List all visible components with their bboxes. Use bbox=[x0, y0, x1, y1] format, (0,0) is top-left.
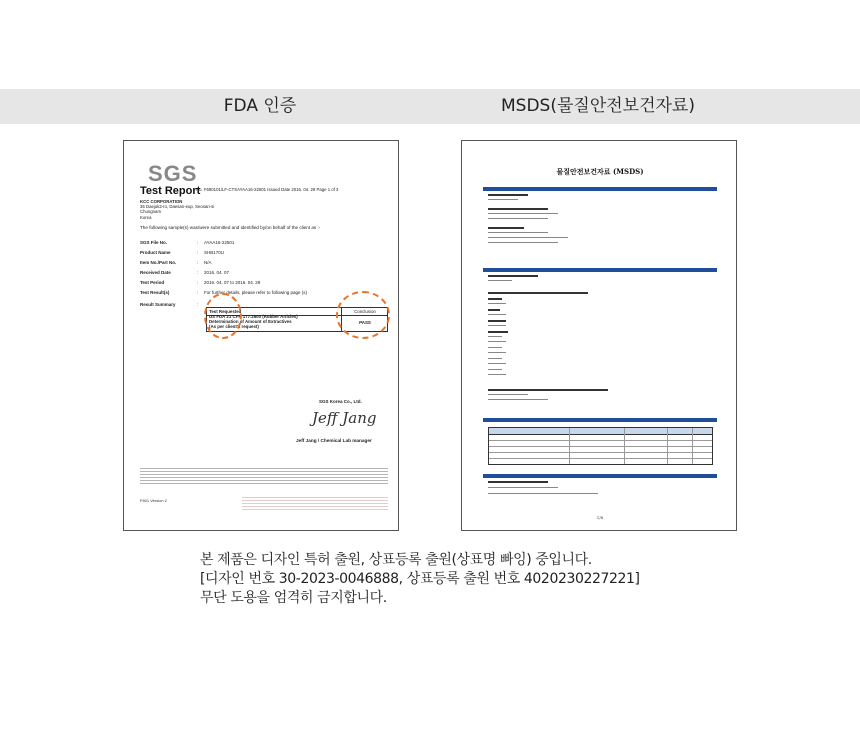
signer-name: Jeff Jang / Chemical Lab manager bbox=[296, 438, 372, 443]
field-value: N/A bbox=[204, 260, 212, 265]
sgs-logo: SGS bbox=[148, 161, 198, 186]
field-key: Item No./Part No. bbox=[140, 260, 177, 265]
notice-line: [디자인 번호 30-2023-0046888, 상표등록 출원 번호 4020230227221] bbox=[200, 571, 640, 587]
version-footer: F601 Version 2 bbox=[140, 498, 167, 503]
signature: Jeff Jang bbox=[312, 409, 377, 427]
composition-table bbox=[488, 427, 713, 465]
report-number: No. F690101/LF-CTSAYAA16-22601 Issued Date 2016. 04. 29 Page 1 of 3 bbox=[196, 187, 339, 192]
field-value: For further details, please refer to following page (s) bbox=[204, 290, 308, 295]
test-note: (As per client's request) bbox=[209, 324, 259, 329]
address-line: Korea bbox=[140, 214, 152, 220]
msds-title: 물질안전보건자료 (MSDS) bbox=[556, 167, 644, 176]
conclusion-value: PASS bbox=[359, 320, 371, 325]
field-key: Received Date bbox=[140, 270, 171, 275]
section-bar bbox=[483, 187, 717, 191]
section-bar bbox=[483, 474, 717, 478]
footer-address bbox=[242, 497, 388, 511]
patent-notice bbox=[200, 551, 640, 608]
section-bar bbox=[483, 418, 717, 422]
address-line: 35 Daejuk2-ro, Daesan-eup, Seosan-si bbox=[140, 204, 215, 210]
report-title: Test Report bbox=[140, 185, 201, 197]
fine-print bbox=[140, 468, 388, 486]
test-standard: US FDA 21 CFR 177.2600 (Rubber Articles) bbox=[209, 314, 298, 319]
notice-line: 무단 도용을 엄격히 금지합니다. bbox=[200, 590, 387, 606]
address-line: Chungnam bbox=[140, 209, 162, 215]
field-value: SHB170U bbox=[204, 250, 225, 255]
field-value: AYAA16-22501 bbox=[204, 240, 235, 245]
table-header-test: Test Requested bbox=[209, 309, 242, 314]
field-key: Result Summary bbox=[140, 302, 176, 307]
field-key: Test Result(s) bbox=[140, 290, 170, 295]
client-address bbox=[140, 199, 214, 220]
msds-document bbox=[461, 140, 737, 531]
page-number: 1/8 bbox=[596, 515, 604, 520]
field-value: 2016. 04. 07 bbox=[204, 270, 230, 275]
client-company: KCC CORPORATION bbox=[140, 199, 183, 204]
field-key: Product Name bbox=[140, 250, 171, 255]
msds-label: MSDS(물질안전보건자료) bbox=[501, 96, 695, 116]
signing-company: SGS Korea Co., Ltd. bbox=[319, 399, 362, 404]
field-key: SGS File No. bbox=[140, 240, 168, 245]
field-key: Test Period bbox=[140, 280, 165, 285]
fda-certificate-document: SGS Test Report No. F690101/LF-CTSAYAA16-22601 Issued Date 2016. 04. 29 Page 1 of 3 KCC CORPORATION 35 Daejuk2-ro, Daesan-eup, Seosan-si Chungnam Korea The following sample(s) was/were submitted and identified by/on behalf of the client as :- SGS File No. : AYAA16-22501 Product Name : SHB170U Item No./Part No. : N/A Received Date : 2016. 04. 07 Test Period : 2016. 04. 07 to 2016. 04. 29 Test Result(s) : For further details, please refer to following page (s) Result Summary : Test Requested US FDA 21 CFR 177.2600 (Rubber Articles) Determination of Amount of Extractives (As per client's request) Conclusion PASS SGS Korea Co., Ltd. Jeff Jang Jeff Jang / Chemical Lab manager F601 Version 2 bbox=[123, 140, 399, 531]
field-value: 2016. 04. 07 to 2016. 04. 29 bbox=[204, 280, 261, 285]
header-band bbox=[0, 89, 860, 124]
notice-line: 본 제품은 디자인 특허 출원, 상표등록 출원(상표명 빠잉) 중입니다. bbox=[200, 552, 592, 568]
fda-label: FDA 인증 bbox=[223, 96, 297, 116]
highlight-circle bbox=[204, 293, 242, 339]
section-bar bbox=[483, 268, 717, 272]
highlight-circle bbox=[336, 291, 390, 339]
table-header-conclusion: Conclusion bbox=[354, 309, 376, 314]
test-method: Determination of Amount of Extractives bbox=[209, 319, 292, 324]
report-intro: The following sample(s) was/were submitted and identified by/on behalf of the client as :- bbox=[140, 225, 321, 230]
